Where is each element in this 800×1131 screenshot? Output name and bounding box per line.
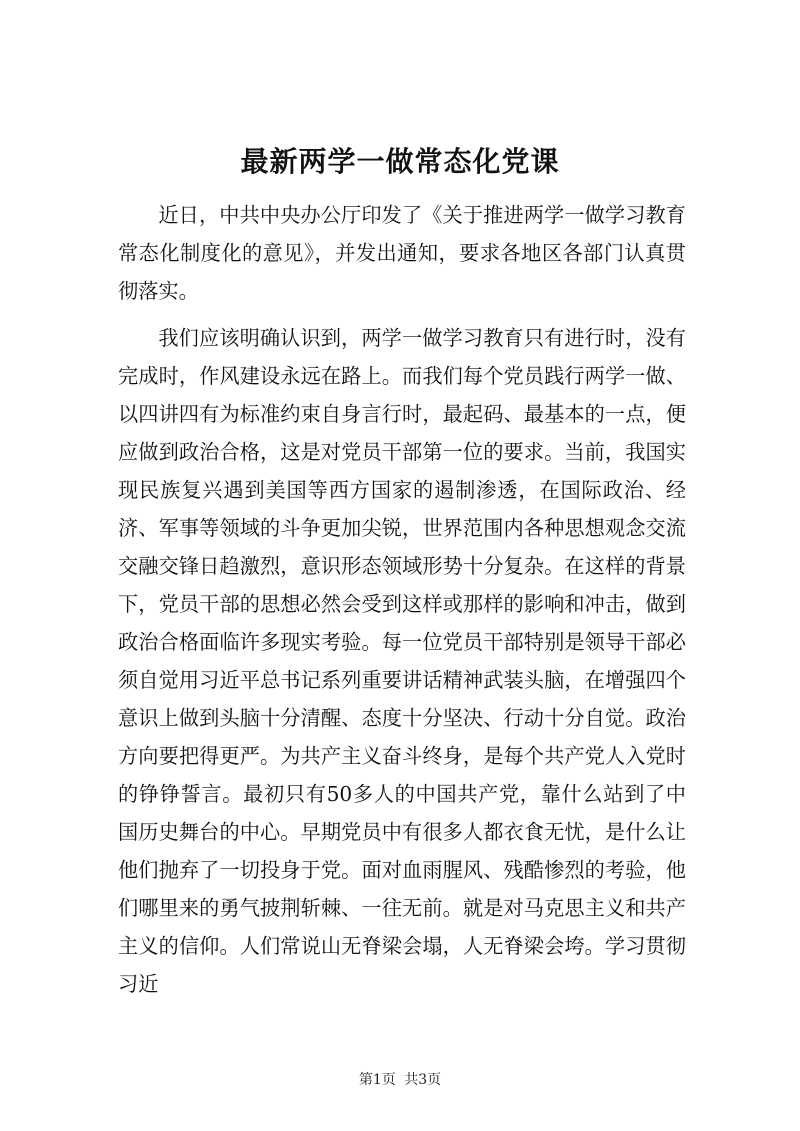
page-footer [0, 1070, 800, 1090]
page-number: 第1页 [358, 1072, 396, 1088]
paragraph-1: 近日，中共中央办公厅印发了《关于推进两学一做学习教育常态化制度化的意见》，并发出通知，要求各地区各部门认真贯彻落实。 [118, 203, 686, 303]
page-total: 共3页 [404, 1072, 442, 1088]
paragraph-2: 我们应该明确认识到，两学一做学习教育只有进行时，没有完成时，作风建设永远在路上。而我们每个党员践行两学一做、以四讲四有为标准约束自身言行时，最起码、最基本的一点，便应做到政治合格，这是对党员干部第一位的要求。当前，我国实现民族复兴遇到美国等西方国家的遏制渗透，在国际政治、经济、军事等领域的斗争更加尖锐，世界范围内各种思想观念交流交融交锋日趋激烈，意识形态领域形势十分复杂。在这样的背景下，党员干部的思想必然会受到这样或那样的影响和冲击，做到政治合格面临许多现实考验。每一位党员干部特别是领导干部必须自觉用习近平总书记系列重要讲话精神武装头脑，在增强四个意识上做到头脑十分清醒、态度十分坚决、行动十分自觉。政治方向要把得更严。为共产主义奋斗终身，是每个共产党人入党时的铮铮誓言。最初只有50多人的中国共产党，靠什么站到了中国历史舞台的中心。早期党员中有很多人都衣食无忧，是什么让他们抛弃了一切投身于党。面对血雨腥风、残酷惨烈的考验，他们哪里来的勇气披荆斩棘、一往无前。就是对马克思主义和共产主义的信仰。人们常说山无脊梁会塌，人无脊梁会垮。学习贯彻习近 [118, 326, 686, 996]
document-body [118, 196, 686, 1012]
document-title: 最新两学一做常态化党课 [240, 145, 560, 178]
